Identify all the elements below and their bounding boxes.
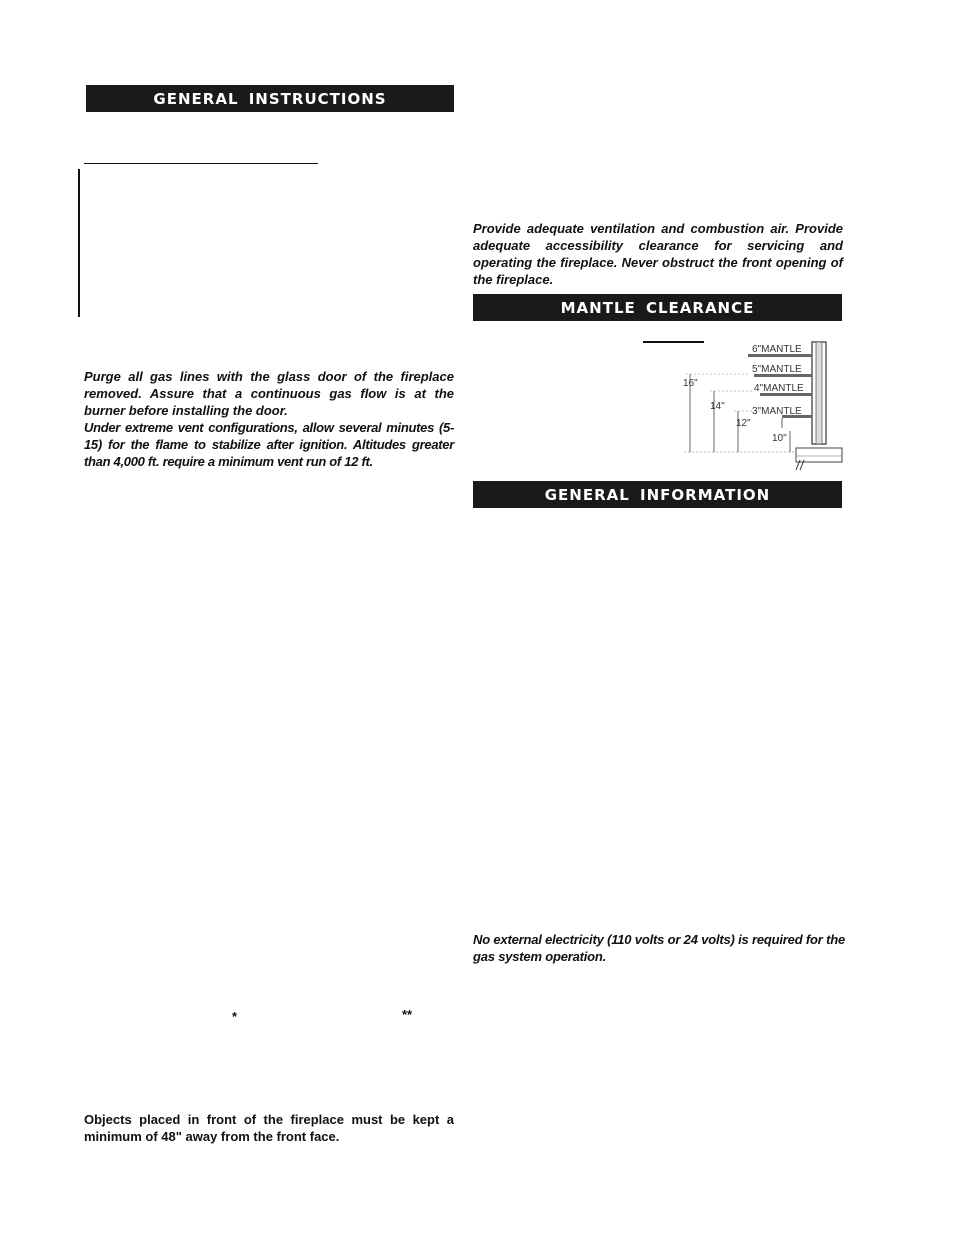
- heading-underline: [84, 163, 318, 164]
- height-label-14: 14": [710, 401, 725, 412]
- mantle-clearance-header: [473, 294, 842, 321]
- mantle-label-5: 5"MANTLE: [752, 364, 802, 375]
- height-label-16: 16": [683, 378, 698, 389]
- mantle-label-4: 4"MANTLE: [754, 383, 804, 394]
- general-instructions-title: GENERAL INSTRUCTIONS: [153, 89, 387, 108]
- mantle-label-6: 6"MANTLE: [752, 344, 802, 355]
- footnote-double-asterisk: **: [402, 1007, 413, 1022]
- general-information-title: GENERAL INFORMATION: [544, 485, 771, 504]
- height-label-12: 12": [736, 418, 751, 429]
- general-instructions-header: [86, 85, 454, 112]
- vent-paragraph: Under extreme vent configurations, allow several minutes (5-15) for the flame to stabilize after ignition. Altitudes greater than 4,000 ft. require a minimum vent run of 12 ft.: [84, 420, 454, 469]
- purge-paragraph: Purge all gas lines with the glass door of the fireplace removed. Assure that a continuous gas flow is at the burner before installing the door.: [84, 369, 454, 418]
- electricity-paragraph: No external electricity (110 volts or 24 volts) is required for the gas system operation.: [473, 932, 845, 964]
- mantle-clearance-title: MANTLE CLEARANCE: [560, 298, 755, 317]
- ventilation-paragraph: Provide adequate ventilation and combustion air. Provide adequate accessibility clearance for servicing and operating the fireplace. Never obstruct the front opening of the fireplace.: [473, 221, 843, 287]
- mantle-clearance-diagram: [676, 338, 844, 480]
- mantle-label-3: 3"MANTLE: [752, 406, 802, 417]
- objects-paragraph: Objects placed in front of the fireplace must be kept a minimum of 48" away from the front face.: [84, 1112, 454, 1144]
- footnote-single-asterisk: *: [232, 1009, 238, 1024]
- change-bar: [78, 169, 80, 317]
- height-label-10: 10": [772, 433, 787, 444]
- general-information-header: [473, 481, 842, 508]
